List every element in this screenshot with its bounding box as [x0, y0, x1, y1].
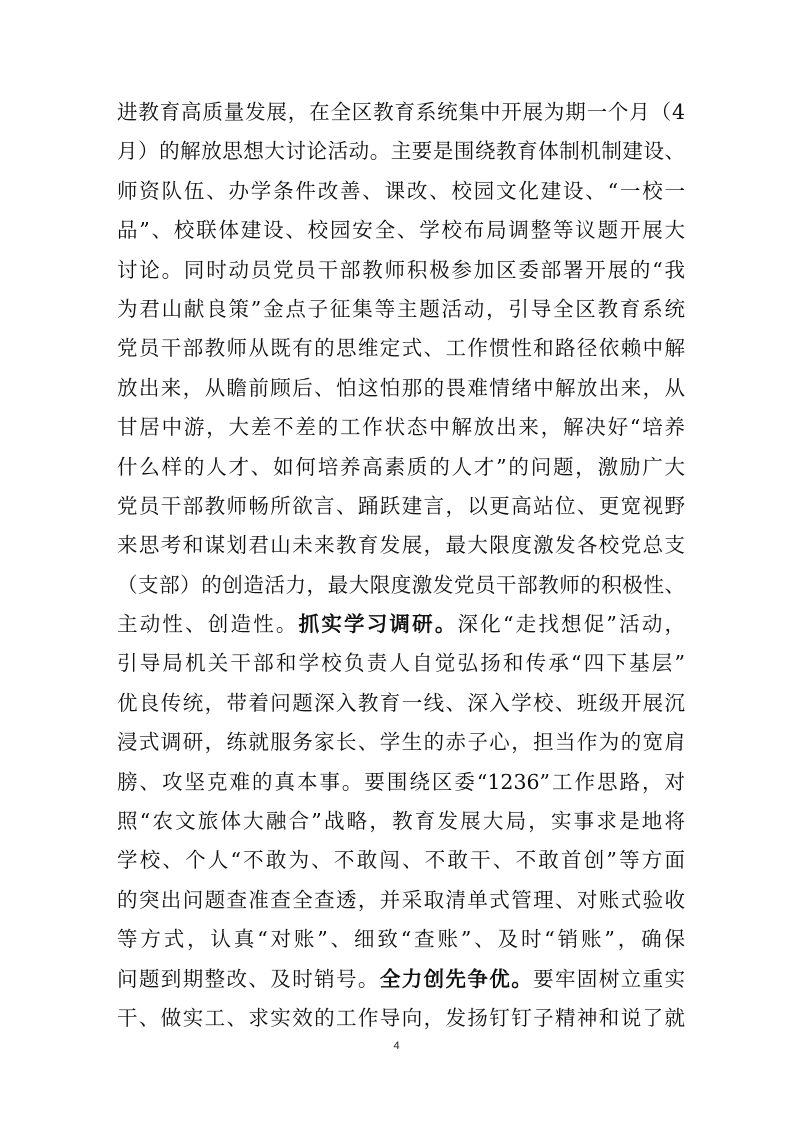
text-line: [117, 487, 685, 526]
text-line: [117, 920, 685, 959]
text-line: [117, 329, 685, 368]
text-segment: 党员干部教师畅所欲言、踊跃建言，以更高站位、更宽视野: [117, 493, 685, 518]
text-line: [117, 684, 685, 723]
text-line: [117, 526, 685, 565]
text-segment: 进教育高质量发展，在全区教育系统集中开展为期一个月（4: [117, 100, 685, 124]
text-line: [117, 723, 685, 762]
bold-heading-phrase: 全力创先争优。: [379, 966, 534, 991]
bold-heading-phrase: 抓实学习调研。: [298, 612, 458, 637]
text-segment: （支部）的创造活力，最大限度激发党员干部教师的积极性、: [117, 572, 685, 597]
text-segment: 来思考和谋划君山未来教育发展，最大限度激发各校党总支: [117, 533, 685, 558]
text-segment: 党员干部教师从既有的思维定式、工作惯性和路径依赖中解: [117, 336, 685, 361]
text-segment: 甘居中游，大差不差的工作状态中解放出来，解决好“培养: [117, 415, 685, 440]
text-line: [117, 566, 685, 605]
text-line: [117, 408, 685, 447]
text-segment: 浸式调研，练就服务家长、学生的赤子心，担当作为的宽肩: [117, 730, 685, 755]
text-line: [117, 369, 685, 408]
text-line: [117, 999, 685, 1038]
text-line: [117, 802, 685, 841]
text-segment: 什么样的人才、如何培养高素质的人才”的问题，激励广大: [117, 454, 685, 479]
text-segment: 膀、攻坚克难的真本事。要围绕区委“1236”工作思路，对: [117, 769, 685, 794]
text-segment: 优良传统，带着问题深入教育一线、深入学校、班级开展沉: [117, 690, 685, 715]
text-line: [117, 132, 685, 171]
text-segment: 要牢固树立重实: [533, 966, 685, 991]
text-line: [117, 172, 685, 211]
text-segment: 放出来，从瞻前顾后、怕这怕那的畏难情绪中解放出来，从: [117, 375, 685, 400]
text-segment: 主动性、创造性。: [117, 612, 299, 637]
text-segment: 师资队伍、办学条件改善、课改、校园文化建设、“一校一: [117, 178, 685, 203]
text-line: [117, 290, 685, 329]
text-segment: 引导局机关干部和学校负责人自觉弘扬和传承“四下基层”: [117, 651, 685, 676]
text-line: [117, 881, 685, 920]
text-segment: 深化“走找想促”活动，: [457, 612, 685, 637]
text-line: [117, 251, 685, 290]
text-segment: 等方式，认真“对账”、细致“查账”、及时“销账”，确保: [117, 927, 685, 952]
text-segment: 的突出问题查准查全查透，并采取清单式管理、对账式验收: [117, 887, 685, 912]
text-segment: 月）的解放思想大讨论活动。主要是围绕教育体制机制建设、: [117, 139, 685, 164]
text-line: [117, 841, 685, 880]
text-line: [117, 960, 685, 999]
text-segment: 问题到期整改、及时销号。: [117, 966, 380, 991]
text-line: [117, 605, 685, 644]
text-segment: 学校、个人“不敢为、不敢闯、不敢干、不敢首创”等方面: [117, 848, 685, 873]
text-segment: 为君山献良策”金点子征集等主题活动，引导全区教育系统: [117, 296, 685, 321]
text-line: [117, 93, 685, 132]
text-segment: 品”、校联体建设、校园安全、学校布局调整等议题开展大: [117, 218, 685, 243]
text-line: [117, 644, 685, 683]
text-segment: 干、做实工、求实效的工作导向，发扬钉钉子精神和说了就: [117, 1005, 685, 1030]
text-line: [117, 763, 685, 802]
page-number: 4: [393, 1040, 400, 1052]
body-text: [117, 93, 685, 1038]
text-segment: 照“农文旅体大融合”战略，教育发展大局，实事求是地将: [117, 809, 685, 834]
text-line: [117, 211, 685, 250]
text-segment: 讨论。同时动员党员干部教师积极参加区委部署开展的“我: [117, 257, 685, 282]
text-line: [117, 448, 685, 487]
